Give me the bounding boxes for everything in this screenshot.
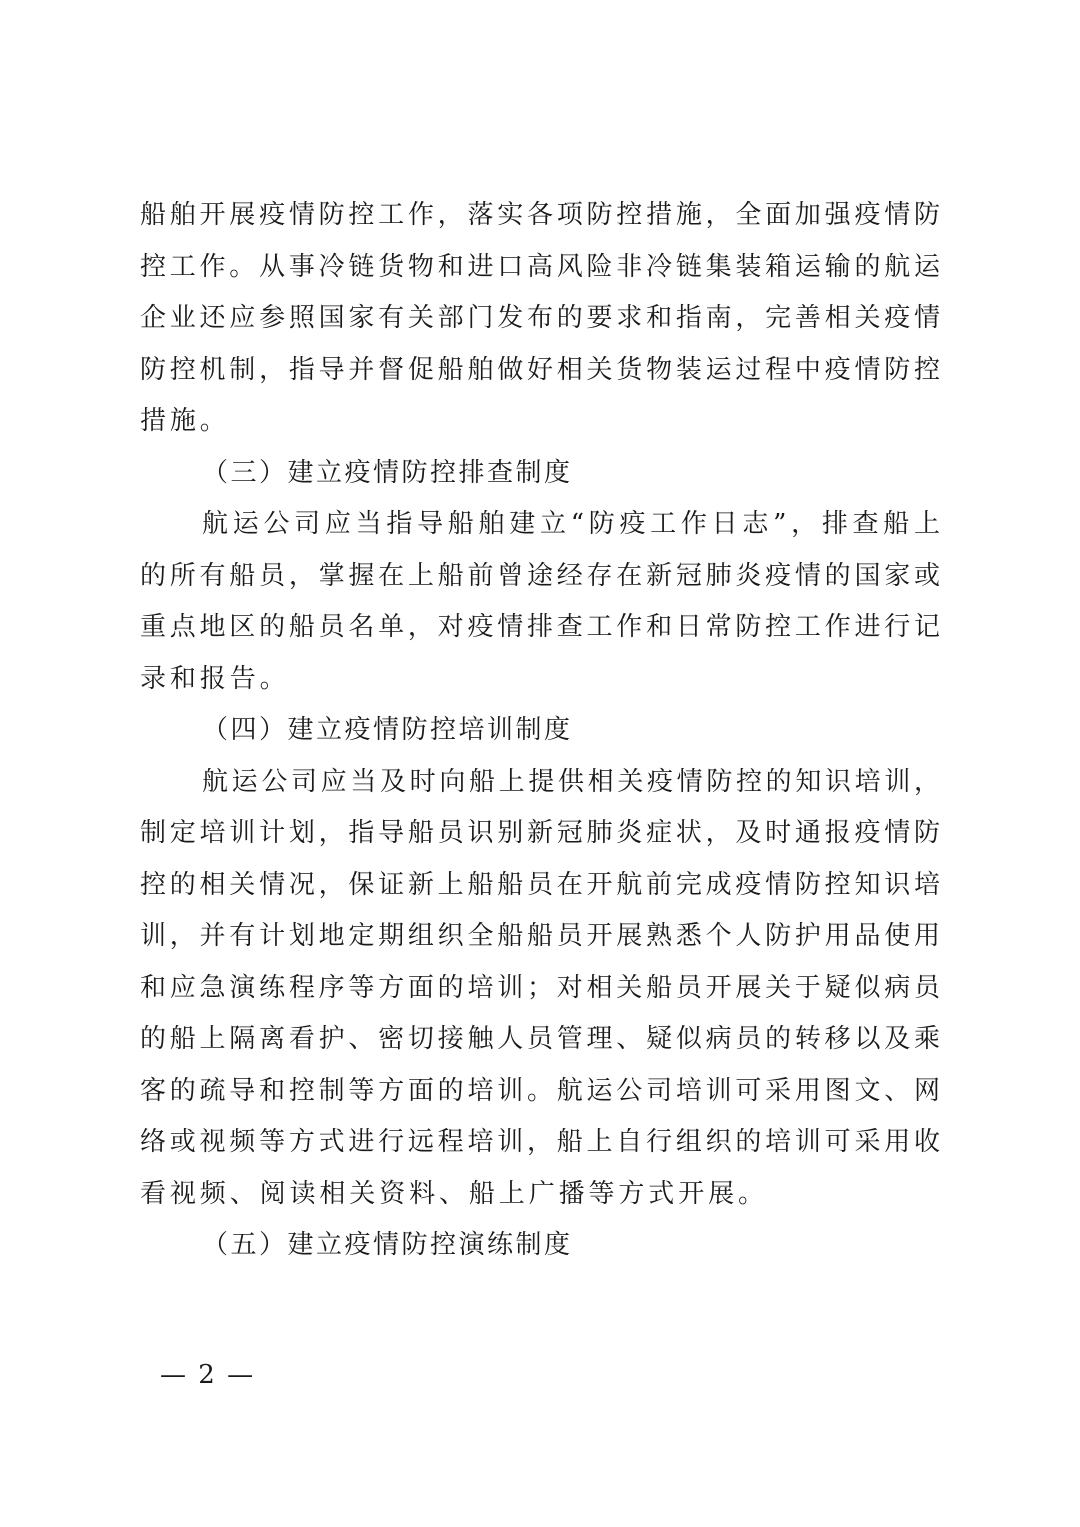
paragraph-line: 防控机制，指导并督促船舶做好相关货物装运过程中疫情防控	[140, 354, 940, 385]
page-number: — 2 —	[160, 1360, 256, 1390]
paragraph-line: 船舶开展疫情防控工作，落实各项防控措施，全面加强疫情防	[140, 200, 940, 230]
section-heading-4: （四）建立疫情防控培训制度	[202, 715, 573, 745]
paragraph-line: 看视频、阅读相关资料、船上广播等方式开展。	[140, 1178, 768, 1209]
paragraph-line: 的所有船员，掌握在上船前曾途经存在新冠肺炎疫情的国家或	[140, 560, 940, 591]
document-body	[140, 190, 940, 1272]
paragraph-line: 客的疏导和控制等方面的培训。航运公司培训可采用图文、网	[140, 1075, 940, 1106]
paragraph-line: 训，并有计划地定期组织全船船员开展熟悉个人防护用品使用	[140, 921, 940, 951]
paragraph-line: 录和报告。	[140, 663, 290, 694]
paragraph-line: 的船上隔离看护、密切接触人员管理、疑似病员的转移以及乘	[140, 1024, 940, 1054]
paragraph-line: 制定培训计划，指导船员识别新冠肺炎症状，及时通报疫情防	[140, 818, 940, 848]
paragraph-line: 航运公司应当及时向船上提供相关疫情防控的知识培训，	[202, 766, 940, 797]
section-heading-3: （三）建立疫情防控排查制度	[202, 457, 573, 488]
paragraph-line: 航运公司应当指导船舶建立“防疫工作日志”，排查船上	[202, 509, 940, 539]
paragraph-line: 措施。	[140, 406, 230, 436]
paragraph-line: 控工作。从事冷链货物和进口高风险非冷链集装箱运输的航运	[140, 251, 940, 282]
paragraph-line: 控的相关情况，保证新上船船员在开航前完成疫情防控知识培	[140, 869, 940, 900]
section-heading-5: （五）建立疫情防控演练制度	[202, 1230, 573, 1260]
paragraph-line: 和应急演练程序等方面的培训；对相关船员开展关于疑似病员	[140, 972, 940, 1003]
paragraph-line: 重点地区的船员名单，对疫情排查工作和日常防控工作进行记	[140, 612, 940, 642]
paragraph-line: 企业还应参照国家有关部门发布的要求和指南，完善相关疫情	[140, 303, 940, 333]
paragraph-line: 络或视频等方式进行远程培训，船上自行组织的培训可采用收	[140, 1127, 940, 1157]
